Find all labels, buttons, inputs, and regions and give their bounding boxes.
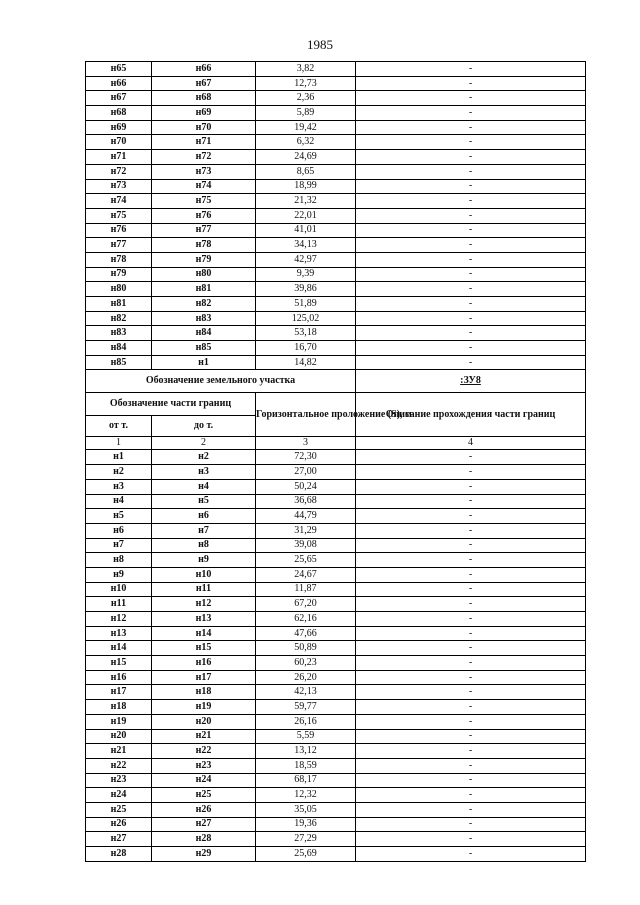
description-cell: - — [356, 641, 586, 656]
table-row — [86, 311, 586, 326]
col-num-3: 3 — [256, 437, 356, 450]
description-cell: - — [356, 758, 586, 773]
description-cell: - — [356, 626, 586, 641]
point-to-cell: н79 — [152, 252, 256, 267]
point-to-cell: н22 — [152, 744, 256, 759]
description-cell: - — [356, 685, 586, 700]
point-from-cell: н6 — [86, 523, 152, 538]
point-from-cell: н9 — [86, 567, 152, 582]
length-label: Горизонтальное проложение (S), м — [256, 393, 356, 437]
col-num-2: 2 — [152, 437, 256, 450]
point-from-cell: н21 — [86, 744, 152, 759]
length-cell: 12,73 — [256, 76, 356, 91]
point-from-cell: н18 — [86, 700, 152, 715]
point-from-cell: н77 — [86, 238, 152, 253]
description-cell: - — [356, 465, 586, 480]
point-to-cell: н10 — [152, 567, 256, 582]
point-from-cell: н7 — [86, 538, 152, 553]
point-from-cell: н17 — [86, 685, 152, 700]
length-cell: 26,16 — [256, 714, 356, 729]
point-from-cell: н10 — [86, 582, 152, 597]
col-num-1: 1 — [86, 437, 152, 450]
description-cell: - — [356, 494, 586, 509]
table-row — [86, 76, 586, 91]
table-row — [86, 91, 586, 106]
point-from-cell: н25 — [86, 802, 152, 817]
table-row — [86, 509, 586, 524]
description-cell: - — [356, 714, 586, 729]
point-from-cell: н84 — [86, 341, 152, 356]
table-row — [86, 150, 586, 165]
page-number: 1985 — [307, 37, 333, 52]
length-cell: 12,32 — [256, 788, 356, 803]
point-to-cell: н26 — [152, 802, 256, 817]
table-row — [86, 626, 586, 641]
description-cell: - — [356, 509, 586, 524]
length-cell: 6,32 — [256, 135, 356, 150]
point-to-cell: н84 — [152, 326, 256, 341]
description-cell: - — [356, 773, 586, 788]
length-cell: 47,66 — [256, 626, 356, 641]
point-to-cell: н81 — [152, 282, 256, 297]
point-to-cell: н14 — [152, 626, 256, 641]
table-row — [86, 355, 586, 370]
table-row — [86, 582, 586, 597]
table-row — [86, 538, 586, 553]
point-to-cell: н73 — [152, 164, 256, 179]
point-to-cell: н16 — [152, 656, 256, 671]
point-to-cell: н8 — [152, 538, 256, 553]
table-row — [86, 567, 586, 582]
point-from-cell: н26 — [86, 817, 152, 832]
description-cell: - — [356, 194, 586, 209]
description-cell: - — [356, 788, 586, 803]
table-row — [86, 223, 586, 238]
table-row — [86, 729, 586, 744]
parcel-code: :ЗУ8 — [356, 370, 586, 393]
table-row — [86, 685, 586, 700]
table-row — [86, 670, 586, 685]
point-from-cell: н15 — [86, 656, 152, 671]
description-cell: - — [356, 670, 586, 685]
length-cell: 68,17 — [256, 773, 356, 788]
length-cell: 42,97 — [256, 252, 356, 267]
length-cell: 50,24 — [256, 479, 356, 494]
point-from-cell: н16 — [86, 670, 152, 685]
point-from-cell: н19 — [86, 714, 152, 729]
point-to-cell: н5 — [152, 494, 256, 509]
description-cell: - — [356, 582, 586, 597]
description-cell: - — [356, 282, 586, 297]
point-to-cell: н19 — [152, 700, 256, 715]
table-row — [86, 553, 586, 568]
point-to-cell: н74 — [152, 179, 256, 194]
table-row — [86, 773, 586, 788]
point-from-cell: н14 — [86, 641, 152, 656]
point-from-cell: н72 — [86, 164, 152, 179]
point-to-cell: н11 — [152, 582, 256, 597]
point-from-cell: н73 — [86, 179, 152, 194]
point-from-cell: н75 — [86, 208, 152, 223]
point-to-cell: н9 — [152, 553, 256, 568]
length-cell: 39,86 — [256, 282, 356, 297]
length-cell: 5,59 — [256, 729, 356, 744]
table-row — [86, 297, 586, 312]
description-cell: - — [356, 62, 586, 77]
description-cell: - — [356, 450, 586, 465]
length-cell: 27,29 — [256, 832, 356, 847]
length-cell: 16,70 — [256, 341, 356, 356]
table-row — [86, 817, 586, 832]
point-from-cell: н83 — [86, 326, 152, 341]
length-cell: 9,39 — [256, 267, 356, 282]
table-row — [86, 641, 586, 656]
description-cell: - — [356, 164, 586, 179]
description-cell: - — [356, 106, 586, 121]
point-from-cell: н65 — [86, 62, 152, 77]
length-cell: 26,20 — [256, 670, 356, 685]
point-to-cell: н66 — [152, 62, 256, 77]
table-row — [86, 465, 586, 480]
point-from-cell: н69 — [86, 120, 152, 135]
point-from-cell: н66 — [86, 76, 152, 91]
point-to-cell: н25 — [152, 788, 256, 803]
point-to-cell: н21 — [152, 729, 256, 744]
description-cell: - — [356, 538, 586, 553]
point-from-cell: н78 — [86, 252, 152, 267]
description-cell: - — [356, 355, 586, 370]
length-cell: 44,79 — [256, 509, 356, 524]
table-row — [86, 758, 586, 773]
length-cell: 62,16 — [256, 612, 356, 627]
point-to-cell: н1 — [152, 355, 256, 370]
description-cell: - — [356, 326, 586, 341]
table-row — [86, 523, 586, 538]
description-cell: - — [356, 150, 586, 165]
length-cell: 51,89 — [256, 297, 356, 312]
table-row — [86, 282, 586, 297]
part-label: Обозначение части границ — [86, 393, 256, 416]
col-num-4: 4 — [356, 437, 586, 450]
description-cell: - — [356, 832, 586, 847]
point-from-cell: н4 — [86, 494, 152, 509]
point-from-cell: н5 — [86, 509, 152, 524]
point-from-cell: н1 — [86, 450, 152, 465]
description-cell: - — [356, 91, 586, 106]
point-from-cell: н68 — [86, 106, 152, 121]
description-cell: - — [356, 847, 586, 862]
length-cell: 19,36 — [256, 817, 356, 832]
point-to-cell: н24 — [152, 773, 256, 788]
description-cell: - — [356, 567, 586, 582]
point-to-cell: н80 — [152, 267, 256, 282]
description-cell: - — [356, 179, 586, 194]
table-header — [86, 370, 586, 450]
table-row — [86, 744, 586, 759]
point-to-cell: н77 — [152, 223, 256, 238]
table-body-bottom — [86, 450, 586, 861]
point-to-cell: н2 — [152, 450, 256, 465]
length-cell: 24,69 — [256, 150, 356, 165]
description-cell: - — [356, 597, 586, 612]
table-row — [86, 238, 586, 253]
point-to-cell: н13 — [152, 612, 256, 627]
point-to-cell: н78 — [152, 238, 256, 253]
length-cell: 21,32 — [256, 194, 356, 209]
length-cell: 31,29 — [256, 523, 356, 538]
from-label: от т. — [86, 416, 152, 437]
description-cell: - — [356, 238, 586, 253]
length-cell: 25,65 — [256, 553, 356, 568]
point-to-cell: н28 — [152, 832, 256, 847]
table-row — [86, 267, 586, 282]
length-cell: 67,20 — [256, 597, 356, 612]
point-from-cell: н3 — [86, 479, 152, 494]
point-from-cell: н70 — [86, 135, 152, 150]
length-cell: 41,01 — [256, 223, 356, 238]
table-body-top — [86, 62, 586, 370]
length-cell: 50,89 — [256, 641, 356, 656]
length-cell: 125,02 — [256, 311, 356, 326]
description-cell: - — [356, 297, 586, 312]
point-from-cell: н20 — [86, 729, 152, 744]
description-cell: - — [356, 729, 586, 744]
point-to-cell: н68 — [152, 91, 256, 106]
point-from-cell: н80 — [86, 282, 152, 297]
point-from-cell: н71 — [86, 150, 152, 165]
table-row — [86, 164, 586, 179]
point-to-cell: н76 — [152, 208, 256, 223]
point-to-cell: н12 — [152, 597, 256, 612]
table-row — [86, 612, 586, 627]
description-cell: - — [356, 817, 586, 832]
point-to-cell: н83 — [152, 311, 256, 326]
description-cell: - — [356, 267, 586, 282]
table-row — [86, 450, 586, 465]
point-to-cell: н23 — [152, 758, 256, 773]
table-row — [86, 135, 586, 150]
description-cell: - — [356, 612, 586, 627]
table-row — [86, 62, 586, 77]
desc-label: Описание прохождения части границ — [356, 393, 586, 437]
point-to-cell: н70 — [152, 120, 256, 135]
table-row — [86, 847, 586, 862]
point-from-cell: н74 — [86, 194, 152, 209]
length-cell: 22,01 — [256, 208, 356, 223]
table-row — [86, 714, 586, 729]
to-label: до т. — [152, 416, 256, 437]
table-row — [86, 494, 586, 509]
point-from-cell: н85 — [86, 355, 152, 370]
length-cell: 27,00 — [256, 465, 356, 480]
description-cell: - — [356, 656, 586, 671]
length-cell: 18,99 — [256, 179, 356, 194]
length-cell: 8,65 — [256, 164, 356, 179]
table-row — [86, 194, 586, 209]
point-to-cell: н17 — [152, 670, 256, 685]
point-to-cell: н82 — [152, 297, 256, 312]
length-cell: 11,87 — [256, 582, 356, 597]
description-cell: - — [356, 311, 586, 326]
length-cell: 24,67 — [256, 567, 356, 582]
table-row — [86, 208, 586, 223]
point-from-cell: н23 — [86, 773, 152, 788]
table-row — [86, 832, 586, 847]
table-row — [86, 252, 586, 267]
point-to-cell: н15 — [152, 641, 256, 656]
point-from-cell: н12 — [86, 612, 152, 627]
point-from-cell: н8 — [86, 553, 152, 568]
length-cell: 60,23 — [256, 656, 356, 671]
table-row — [86, 656, 586, 671]
point-to-cell: н7 — [152, 523, 256, 538]
length-cell: 36,68 — [256, 494, 356, 509]
table-row — [86, 179, 586, 194]
length-cell: 18,59 — [256, 758, 356, 773]
point-to-cell: н67 — [152, 76, 256, 91]
point-from-cell: н2 — [86, 465, 152, 480]
length-cell: 59,77 — [256, 700, 356, 715]
point-from-cell: н67 — [86, 91, 152, 106]
length-cell: 39,08 — [256, 538, 356, 553]
table-row — [86, 326, 586, 341]
point-from-cell: н13 — [86, 626, 152, 641]
length-cell: 72,30 — [256, 450, 356, 465]
point-from-cell: н27 — [86, 832, 152, 847]
point-from-cell: н82 — [86, 311, 152, 326]
description-cell: - — [356, 252, 586, 267]
parcel-label: Обозначение земельного участка — [86, 370, 356, 393]
point-to-cell: н4 — [152, 479, 256, 494]
point-to-cell: н3 — [152, 465, 256, 480]
point-from-cell: н22 — [86, 758, 152, 773]
description-cell: - — [356, 553, 586, 568]
point-from-cell: н76 — [86, 223, 152, 238]
table-row — [86, 700, 586, 715]
point-to-cell: н85 — [152, 341, 256, 356]
length-cell: 3,82 — [256, 62, 356, 77]
description-cell: - — [356, 223, 586, 238]
point-to-cell: н20 — [152, 714, 256, 729]
table-row — [86, 802, 586, 817]
point-to-cell: н18 — [152, 685, 256, 700]
table-row — [86, 597, 586, 612]
description-cell: - — [356, 479, 586, 494]
length-cell: 35,05 — [256, 802, 356, 817]
point-to-cell: н27 — [152, 817, 256, 832]
description-cell: - — [356, 802, 586, 817]
point-from-cell: н81 — [86, 297, 152, 312]
description-cell: - — [356, 208, 586, 223]
point-to-cell: н72 — [152, 150, 256, 165]
length-cell: 53,18 — [256, 326, 356, 341]
point-from-cell: н28 — [86, 847, 152, 862]
length-cell: 13,12 — [256, 744, 356, 759]
boundary-table — [85, 61, 586, 862]
point-to-cell: н71 — [152, 135, 256, 150]
length-cell: 19,42 — [256, 120, 356, 135]
description-cell: - — [356, 135, 586, 150]
length-cell: 2,36 — [256, 91, 356, 106]
description-cell: - — [356, 120, 586, 135]
length-cell: 34,13 — [256, 238, 356, 253]
table-row — [86, 120, 586, 135]
description-cell: - — [356, 700, 586, 715]
point-from-cell: н79 — [86, 267, 152, 282]
point-from-cell: н11 — [86, 597, 152, 612]
length-cell: 5,89 — [256, 106, 356, 121]
description-cell: - — [356, 341, 586, 356]
point-to-cell: н29 — [152, 847, 256, 862]
point-to-cell: н69 — [152, 106, 256, 121]
point-to-cell: н75 — [152, 194, 256, 209]
description-cell: - — [356, 523, 586, 538]
table-row — [86, 106, 586, 121]
description-cell: - — [356, 744, 586, 759]
point-from-cell: н24 — [86, 788, 152, 803]
point-to-cell: н6 — [152, 509, 256, 524]
length-cell: 25,69 — [256, 847, 356, 862]
length-cell: 14,82 — [256, 355, 356, 370]
length-cell: 42,13 — [256, 685, 356, 700]
table-row — [86, 479, 586, 494]
table-row — [86, 341, 586, 356]
table-row — [86, 788, 586, 803]
description-cell: - — [356, 76, 586, 91]
